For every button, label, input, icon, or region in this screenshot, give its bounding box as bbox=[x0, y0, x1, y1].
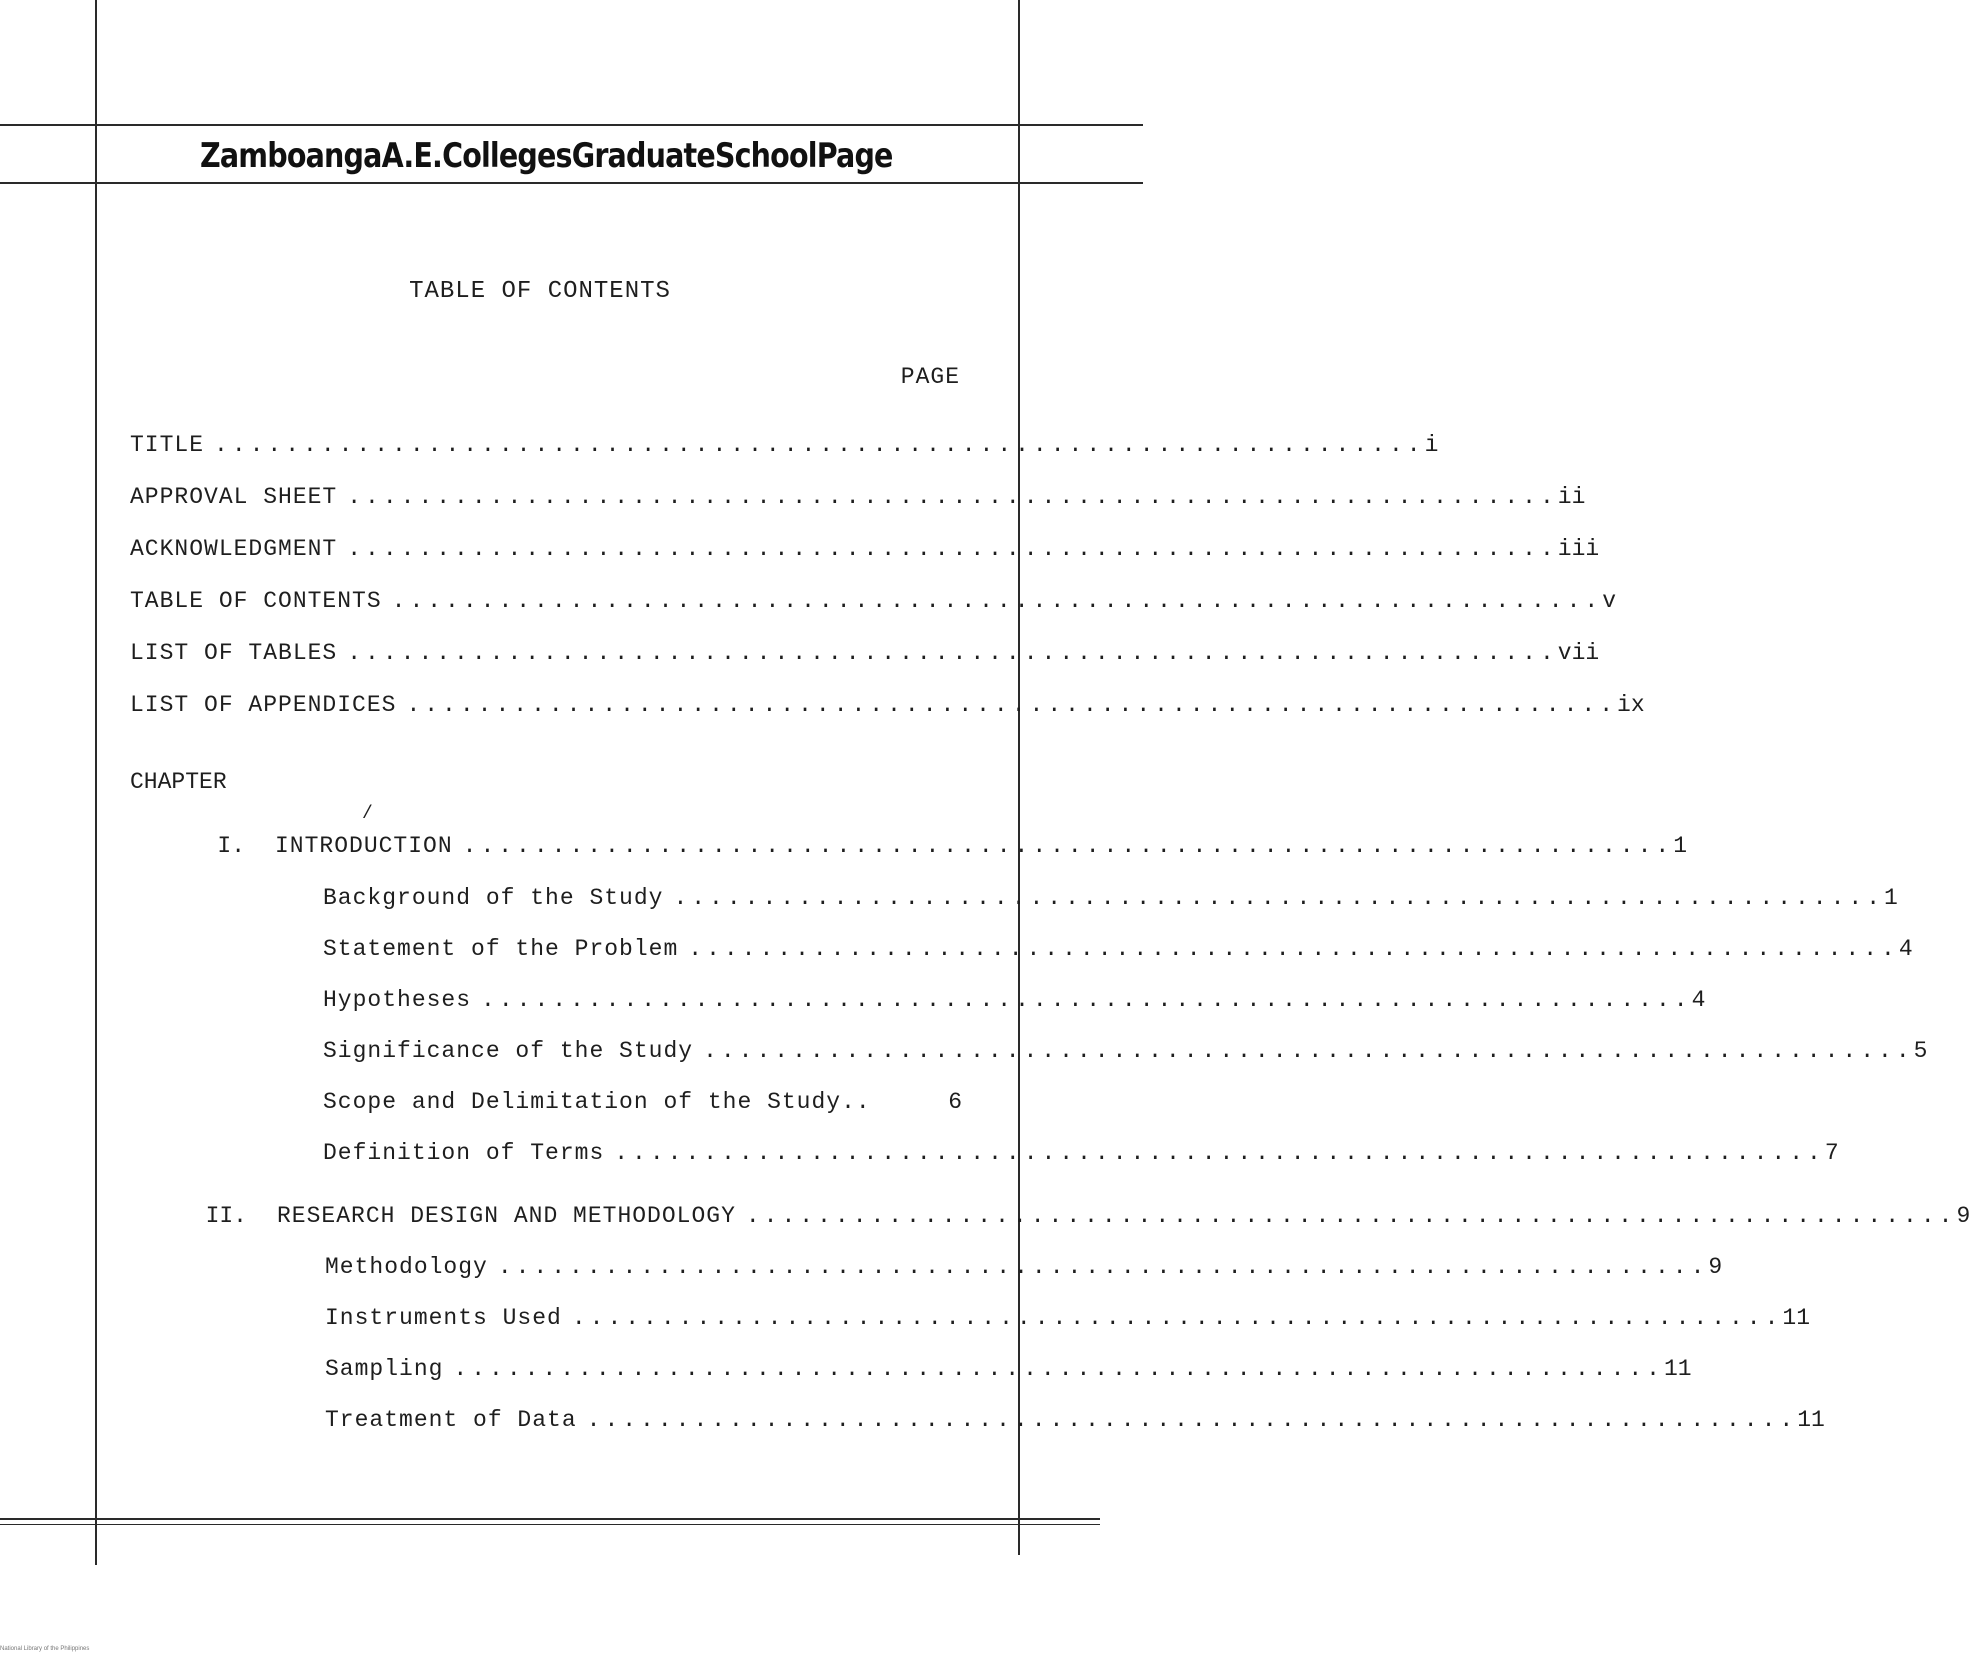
section-entry bbox=[323, 936, 1913, 970]
chapter-page: 9 bbox=[1956, 1203, 1970, 1229]
section-entry bbox=[323, 1140, 1839, 1174]
dot-leader: .................................................................... bbox=[453, 1356, 1664, 1382]
section-entry bbox=[323, 1038, 1928, 1072]
section-page: 1 bbox=[1884, 885, 1898, 911]
dot-leader: .................................................................... bbox=[406, 692, 1618, 718]
toc-entry-page: vii bbox=[1557, 640, 1600, 666]
section-label: Methodology bbox=[325, 1254, 488, 1280]
footer-rule-secondary bbox=[0, 1524, 1100, 1525]
section-label: Significance of the Study bbox=[323, 1038, 694, 1064]
section-page: 4 bbox=[1898, 936, 1913, 962]
section-label: Scope and Delimitation of the Study.. bbox=[323, 1089, 871, 1115]
header-bottom-rule bbox=[0, 182, 1143, 184]
header-word: Colleges bbox=[442, 136, 572, 176]
section-label: Statement of the Problem bbox=[323, 936, 679, 962]
dot-leader: .................................................................... bbox=[481, 987, 1692, 1013]
chapter-number: I. bbox=[217, 833, 245, 859]
toc-entry-label: TITLE bbox=[130, 432, 205, 458]
footer-rule bbox=[0, 1518, 1100, 1520]
chapter-page: 1 bbox=[1673, 833, 1688, 859]
section-label: Hypotheses bbox=[323, 987, 472, 1013]
toc-entry bbox=[130, 640, 1600, 674]
chapter-number: II. bbox=[205, 1203, 247, 1229]
toc-entry bbox=[130, 588, 1617, 622]
dot-leader: .................................................................... bbox=[347, 536, 1558, 562]
section-label: Definition of Terms bbox=[323, 1140, 605, 1166]
header-word: E. bbox=[413, 136, 443, 176]
toc-entry-page: i bbox=[1424, 432, 1439, 458]
dot-leader: .................................................................... bbox=[347, 640, 1558, 666]
header-word: Page bbox=[816, 136, 893, 176]
toc-entry-page: ii bbox=[1557, 484, 1586, 510]
section-label: Instruments Used bbox=[325, 1305, 562, 1331]
section-entry bbox=[325, 1356, 1692, 1390]
dot-leader: .................................................................... bbox=[497, 1254, 1709, 1280]
dot-leader: .................................................................... bbox=[571, 1305, 1783, 1331]
toc-entry-label: APPROVAL SHEET bbox=[130, 484, 338, 510]
scan-footer-note: National Library of the Philippines bbox=[0, 1646, 90, 1652]
section-label: Background of the Study bbox=[323, 885, 664, 911]
section-entry bbox=[323, 1089, 962, 1123]
toc-entry-page: iii bbox=[1557, 536, 1600, 562]
header-word: A. bbox=[381, 136, 414, 176]
section-label: Sampling bbox=[325, 1356, 444, 1382]
toc-entry bbox=[130, 536, 1600, 570]
toc-entry-page: ix bbox=[1617, 692, 1645, 718]
stray-pen-mark: / bbox=[362, 804, 373, 824]
section-page: 5 bbox=[1913, 1038, 1928, 1064]
section-page: 4 bbox=[1691, 987, 1706, 1013]
dot-leader: .................................................................... bbox=[688, 936, 1899, 962]
section-entry bbox=[325, 1254, 1723, 1288]
section-page: 9 bbox=[1708, 1254, 1723, 1280]
header-word: Graduate bbox=[571, 136, 715, 176]
dot-leader: .................................................................... bbox=[214, 432, 1425, 458]
header-word: Zamboanga bbox=[200, 136, 382, 176]
dot-leader: .................................................................... bbox=[586, 1407, 1798, 1433]
section-page: 6 bbox=[948, 1089, 962, 1115]
toc-entry-label: LIST OF TABLES bbox=[130, 640, 338, 666]
chapter-entry bbox=[217, 833, 1688, 867]
chapter-title: INTRODUCTION bbox=[275, 833, 453, 859]
left-margin-rule bbox=[95, 0, 97, 1565]
toc-entry-label: ACKNOWLEDGMENT bbox=[130, 536, 338, 562]
dot-leader: .................................................................... bbox=[703, 1038, 1914, 1064]
section-page: 11 bbox=[1782, 1305, 1811, 1331]
toc-entry bbox=[130, 432, 1439, 466]
header-top-rule bbox=[0, 124, 1143, 126]
toc-entry-label: TABLE OF CONTENTS bbox=[130, 588, 382, 614]
dot-leader: .................................................................... bbox=[673, 885, 1885, 911]
section-page: 7 bbox=[1824, 1140, 1839, 1166]
section-entry bbox=[323, 987, 1706, 1021]
header-word: School bbox=[714, 136, 817, 176]
dot-leader: .................................................................... bbox=[614, 1140, 1825, 1166]
toc-entry bbox=[130, 692, 1645, 726]
dot-leader: .................................................................... bbox=[462, 833, 1674, 859]
toc-entry-label: LIST OF APPENDICES bbox=[130, 692, 397, 718]
dot-leader: .................................................................... bbox=[347, 484, 1558, 510]
toc-heading: TABLE OF CONTENTS bbox=[409, 278, 671, 305]
toc-entry bbox=[130, 484, 1586, 518]
section-entry bbox=[325, 1305, 1811, 1339]
chapter-entry bbox=[205, 1203, 1970, 1237]
page-column-label: PAGE bbox=[900, 364, 960, 390]
section-entry bbox=[325, 1407, 1825, 1441]
section-entry bbox=[323, 885, 1898, 919]
section-page: 11 bbox=[1663, 1356, 1692, 1382]
section-page: 11 bbox=[1797, 1407, 1825, 1433]
section-label: Treatment of Data bbox=[325, 1407, 577, 1433]
chapter-label: CHAPTER bbox=[130, 769, 227, 795]
dot-leader: .................................................................... bbox=[745, 1203, 1957, 1229]
dot-leader: .................................................................... bbox=[391, 588, 1603, 614]
toc-entry-page: v bbox=[1602, 588, 1617, 614]
chapter-title: RESEARCH DESIGN AND METHODOLOGY bbox=[277, 1203, 736, 1229]
header-title bbox=[200, 131, 893, 181]
